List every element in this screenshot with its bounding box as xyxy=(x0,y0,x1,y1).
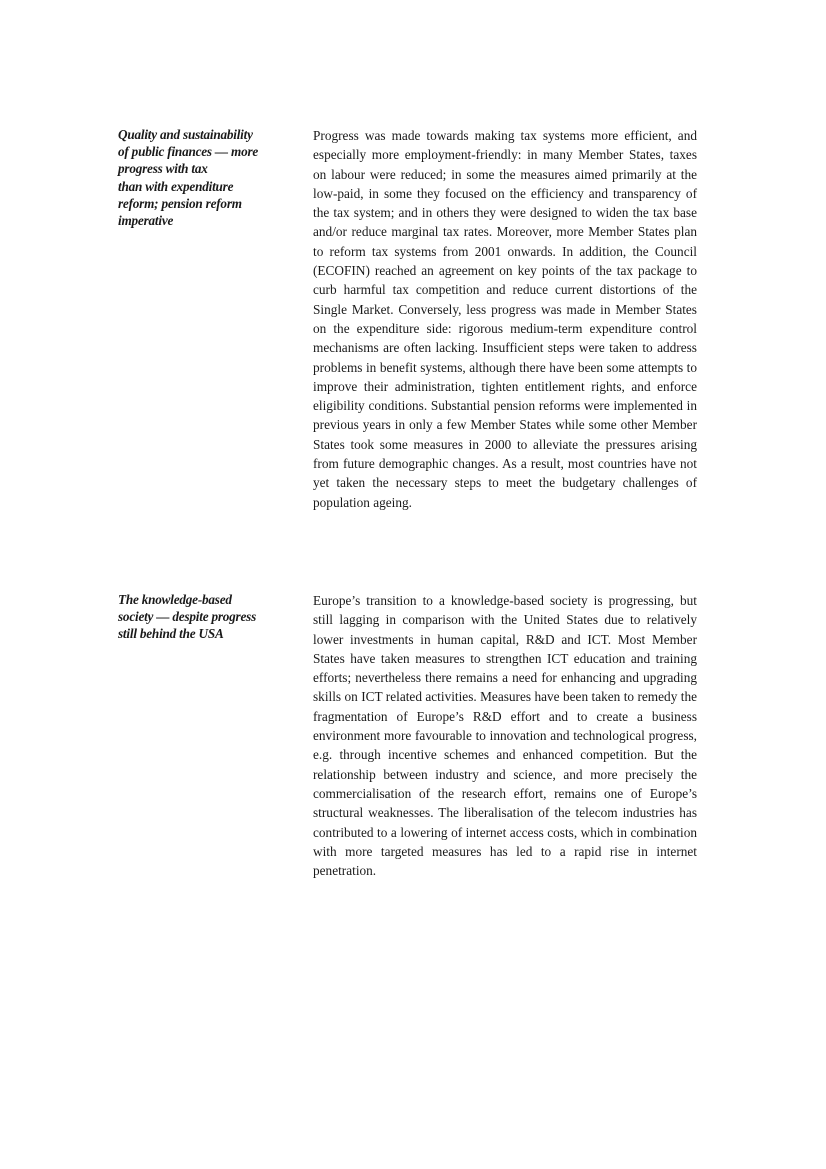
heading-line: reform; pension reform xyxy=(118,195,242,211)
heading-line: progress with tax xyxy=(118,161,208,177)
heading-line: Quality and sustainability xyxy=(118,127,253,142)
heading-line: still behind the USA xyxy=(118,626,224,642)
heading-line: The knowledge-based xyxy=(118,592,232,607)
section-heading xyxy=(118,126,296,229)
heading-line: of public finances — more xyxy=(118,144,259,160)
heading-line: society — despite progress xyxy=(118,609,257,625)
section-body: Progress was made towards making tax systems more efficient, and especially more employment-friendly: in many Member States, taxes on labour were reduced; in some the measures aimed primarily at the low-paid, in some they focused on the efficiency and transparency of the tax system; and in others they were designed to widen the tax base and/or reduce marginal tax rates. Moreover, more Member States plan to reform tax systems from 2001 onwards. In addition, the Council (ECOFIN) reached an agreement on key points of the tax package to curb harmful tax competition and reduce current distortions of the Single Market. Conversely, less progress was made in Member States on the expenditure side: rigorous medium-term expenditure control mechanisms are often lacking. Insufficient steps were taken to address problems in benefit systems, although there have been some attempts to improve their administration, tighten entitlement rights, and enforce eligibility conditions. Substantial pension reforms were implemented in previous years in only a few Member States while some other Member States took some measures in 2000 to alleviate the pressures arising from future demographic changes. As a result, most countries have not yet taken the necessary steps to meet the budgetary challenges of population ageing. xyxy=(313,128,697,510)
heading-line: than with expenditure xyxy=(118,178,234,194)
section-body: Europe’s transition to a knowledge-based society is progressing, but still lagging in comparison with the United States due to relatively lower investments in human capital, R&D and ICT. Most Member States have taken measures to strengthen ICT education and training efforts; nevertheless there remains a need for enhancing and upgrading skills on ICT related activities. Measures have been taken to remedy the fragmentation of Europe’s R&D effort and to create a business environment more favourable to innovation and technological progress, e.g. through incentive schemes and enhanced competition. But the relationship between industry and science, and more precisely the commercialisation of the research effort, remains one of Europe’s structural weaknesses. The liberalisation of the telecom industries has contributed to a lowering of internet access costs, which in combination with more targeted measures has led to a rapid rise in internet penetration. xyxy=(313,593,697,879)
heading-line: imperative xyxy=(118,213,174,229)
section-heading xyxy=(118,591,296,643)
